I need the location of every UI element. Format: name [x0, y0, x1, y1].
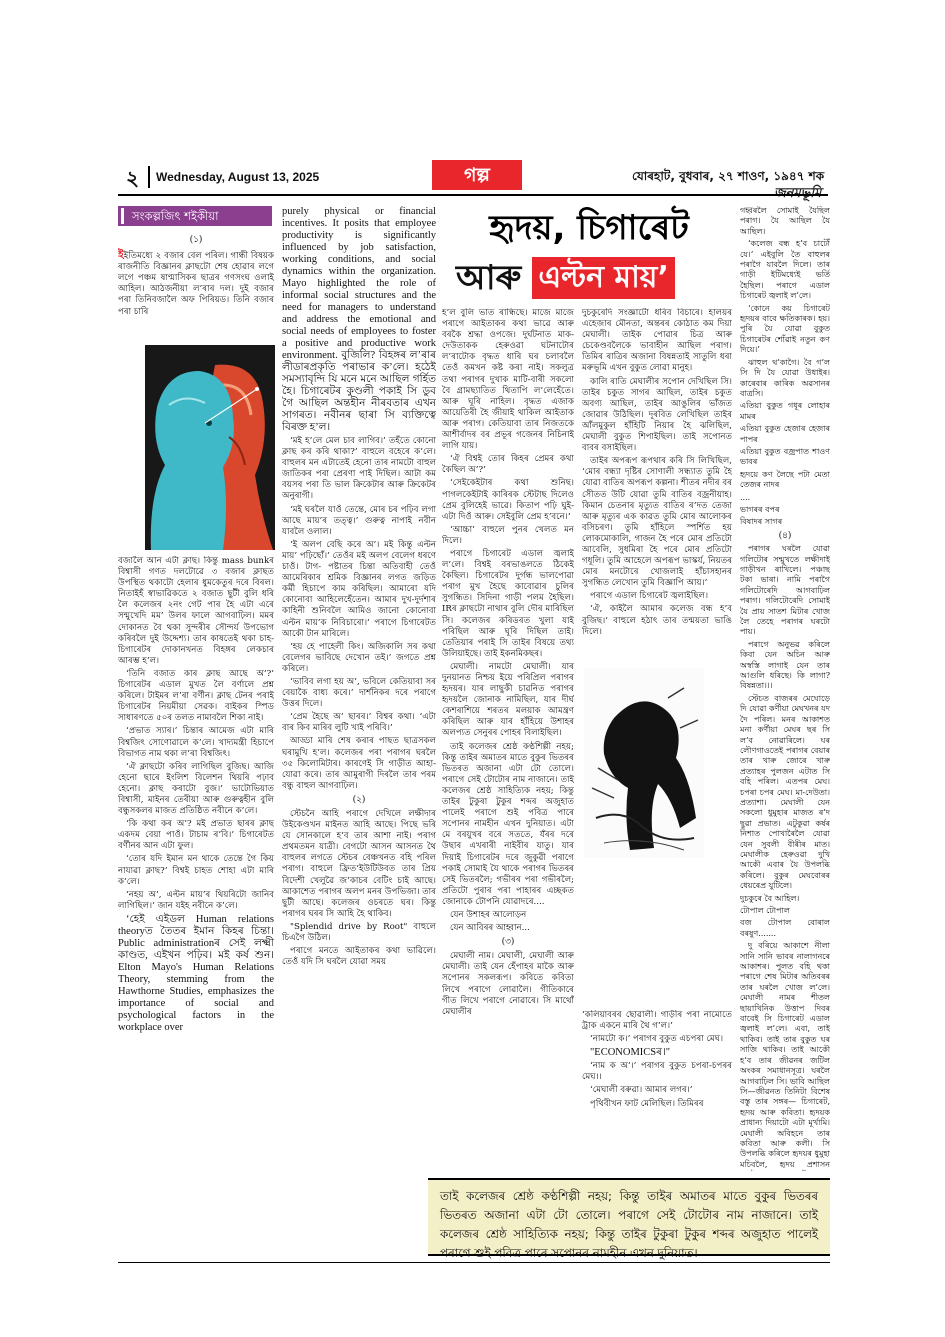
column-4-top: [582, 308, 732, 638]
pull-quote-text: তাই কলেজৰ শ্ৰেষ্ঠ কণ্ঠশিল্পী নহয়; কিন্তু তাইৰ অমাতৰ মাতে বুকুৰ ভিতৰৰ ভিতৰত অজানা এটা টো তোলে। পৰাগে সেই টোটোৰ নাম নাজানে। তাই কলেজৰ শ্ৰেষ্ঠ সাহিত্যিক নহয়; কিন্তু তাইৰ টুকুৰা টুকুৰ শব্দৰ অজুহাত পালেই পৰাগে শুই পবিত্ৰ পাৰে সপোনৰ নামহীন এখন দুনিয়াত।: [440, 1189, 818, 1260]
page-header: [118, 160, 830, 192]
section-number-2: (২): [352, 794, 366, 805]
column-5: [740, 206, 830, 1171]
paragraph: ‘নহয় অ’, এল্টন মায়’ৰ থিয়ৰিটো জানিব লাগিছিল।’ জান যইহ নবীনে ক’লে।: [118, 889, 274, 911]
paragraph: মেঘালী নাম। মেঘালী, মেঘালী আৰু মেঘালী। তাই যেন হেঁপাহৰ মাকৈ আৰু সপোনৰ সকলৰূপ। কবিতে কবিতা লিখে পৰাগে লোৱালৈ। গীতিকাৰে গীত লিখে পৰাগে নোৱাৰে। সি মাথোঁ মেঘালীৰ: [442, 951, 574, 1017]
header-date-english: Wednesday, August 13, 2025: [156, 170, 320, 184]
paragraph: ‘নাম ক অ’।’ পৰাগৰ বুকুত চপৰা-চপৰৰ মেঘ।।: [582, 1061, 732, 1083]
paragraph: তাইৰ অপৰূপ ৰূপথাৰ কৰি সি লিখিছিল, ‘মোৰ বন্ধ্যা দৃষ্টিৰ সোণালী সন্ধ্যাত তুমি হৈ যোৱা বাতিৰ অপৰূপ কল্পনা। শীতৰ নদীৰ বৰ সেীতত উটি যোৱা তুমি বাতিৰ বজ্ৰনীয়াহ। কিমান চেতনাৰ মৃত্যুত বাতিৰ ৰ’দত তেজা আৰু মৃত্যুৰ এক কাৱত তুমি মোৰ আলোকৰ বসিচৰণ। তুমি হাঁহিলে স্পৰ্শিত হয় লোকমোকালি, গাজন হৈ পৰে মোৰ প্ৰতিটো আবেলি, সুধমিৰা হৈ পৰে মোৰ প্ৰতিটো গধূলি। তুমি আহেলে অপৰূপ ভাস্কৰ্য, নিয়তৰ মোৰ মনটোৰে খোজলাই হাঁচাসহানৰ সুগন্ধিত লেখোন তুমি বিজ্ঞাপি আয়।’: [582, 456, 732, 589]
title-prefix: আৰু: [456, 258, 522, 298]
paragraph: ‘ঐ, কাইলৈ আমাৰ কলেজ বন্ধ হ’ব বুজিছ।’ বাহুলে হঠাৎ তাৰ তন্ময়তা ভাঙি দিলে।: [582, 604, 732, 637]
verse-line: যেন উশাহৰ আলোড়ন: [450, 909, 527, 920]
verse-line: ভাগৰৰ বপৰ: [740, 504, 780, 514]
footer-rule: [118, 1262, 830, 1263]
paragraph: স্টেচনৈ আহি পৰাগে দেখিলে লক্ষীদাৰ উইকেণ্ডখন মাইনত আহি আছে। পিছে ভৰি যে সোনকালে হ’ব তাৰ আশা নাই। পৰাগ প্ৰথমতমন যাত্ৰী। বেগটো আসন আসনত থৈ বাহুলৰ লগতে স্টেচৰ বেঞ্চখনত বহি পৰিল পৰাগ। বাহুলে ফ্ৰিত’ইউটিউবত তাৰ প্ৰিয় বিদেশী খেলুৱৈ জ’কাচৰ বেটিং চাই আছে। আকাশেত পৰাগৰ অলপ মনৰ উপভিজা। তাৰ ছুটী আছে। কলেজৰ ওচৰতে ঘৰ। কিন্তু পৰাগৰ ঘৰৰ সি আহি হৈ থাকিব।: [282, 809, 436, 919]
paragraph: ‘তোৰ যদি ইমান মন থাকে তেন্তে গৈ কিয় নাযাৱা ক্লাছ?’ বিশ্বই চাহত শোহা এটা মাৰি ক’লে।: [118, 854, 274, 887]
paragraph: ‘ভাবিব লগা হয় অ’, ভবিলে কেতিয়াবা সৰ বেয়াকৈ বাধ্য কৰে।’ দাৰ্শনিকৰ দৰে পৰাগে উত্তৰ দিলে।: [282, 676, 436, 710]
paragraph: ‘কলিয়াবৰৰ ছোৱালী। গাড়ীৰ পৰা নামোতে ট্ৰাক একনে মাৰি থৈ গ’ল।’: [582, 1010, 732, 1032]
page-number: ২: [126, 166, 140, 190]
verse-line: যেন আবিৰৰ আহ্বান...: [450, 923, 530, 934]
paragraph: ‘হয় হে পাহেলী কিং। অজিকালি সৰ কথা বেলেগৰ ভাবিছে দেখোন তই।’ জগতে প্ৰশ্ন কৰিলে।: [282, 641, 436, 674]
column-3: [442, 308, 574, 1163]
header-rule: [118, 194, 828, 196]
section-number-4: (৪): [778, 530, 792, 541]
column-4-bottom: [582, 1010, 732, 1170]
pull-quote-box: [428, 1178, 830, 1260]
paragraph: ‘ই অলপ বেছি কৰে অ’। মই কিন্তু এল্টন মায়’ পঢ়িছোঁ।’ তেওঁৰ মই অলপ বেলেগ ধৰণে চাওঁ। টাগ- পষ্টাতৰ চিন্তা অতিবাহী তেওঁ আমেৰিকাৰ শ্ৰমিক বিজ্ঞানৰ লগত জড়িত কৰ্মী হিচাপে কাম কৰিছিল। আমাৰো যদি কোনোবা আহিলেহেঁতেন। আমাৰ দুখ-দুৰ্দশাৰ কাহিনী শুনিবলৈ আমিও জানো কোনোবা এল্টন মায়’ক নিবিচাৰো।’ পৰাগে চিগাৰেটত আকৌ টান মাৰিলে।: [282, 539, 436, 639]
paragraph: ‘ঐ বিশ্বই তোৰ কিহৰ প্ৰেমৰ কথা কৈছিল অ’?’: [442, 454, 574, 476]
title-line-1: হৃদয়, চিগাৰেট: [489, 208, 689, 248]
paragraph: ইইতিমধ্যে ২ বজাৰ বেল পৰিল। গান্ধী বিষয়ক ৰাজনীতি বিজ্ঞানৰ ক্লাছটো শেষ হোৱাৰ লগে লগে পঞ্চম ষাণ্মাসিকৰ ছাত্ৰৰ গণসংঘ ওলাই আহিল। আঠজনীয়া ল’ৰাৰ দল। দুই বজাৰ পৰা তিনিবজালৈ অফ পিৰিয়ড। তিনি বজাৰ পৰা চাৰি: [118, 248, 274, 317]
verse-line: টোপাল টোপাল: [740, 906, 790, 915]
illustration-sketch: [584, 668, 704, 858]
paragraph: আড্ডা মাৰি শেষ কৰাৰ পাছত ছাত্ৰসকল ঘৰামুখি হ’ল। কলেজৰ পৰা পৰাগৰ ঘৰলৈ ৩৫ কিলোমিটাৰ। কাৰণেই সি গাড়ীত আহা-যোৱা কৰে। তাৰ আমুৰাগী দিৰলৈ তাৰ পৰম বন্ধু বাহুল আগবাঢ়িল।: [282, 736, 436, 791]
paragraph: ‘তিনি বজাত কাৰ ক্লাছ আছে অ’?’ চিগাৰেটৰ এডাল মুখত লৈ বৰ্ণালে প্ৰশ্ন কৰিলে। টাইমৰ ল’ৰা বৰ্ণীন। ক্লাছ টেনৰ পৰাই চিগাৰেটৰ নিয়মীয়া সেৱক। বাইকৰ স্পিড সাধাৰণতে ৫০ৰ তলত নামাবলৈ শিকা নাই।: [118, 668, 274, 724]
paragraph: ‘নামটো ক।’ পৰাগৰ বুকুত এচপৰা মেঘ।: [590, 1034, 724, 1045]
illustration-two-faces: [145, 345, 275, 550]
verse-line: হৃদয়ে কণ লৈছে পটা মেতা তেজৰ নাদৰ: [740, 469, 830, 490]
paragraph-english: "ECONOMICSৰ।": [590, 1047, 671, 1059]
paragraph: বজালৈ আন এটা ক্লাছ। কিন্তু mass bunkৰ বিশ্বাসী গণত দলটোৱে ৩ বজাৰ ক্লাছত উপস্থিত থকাটো হেলাৰ ধুমকেতুৰ দৰে বিৰল। নিতাইহঁ স্বাভাৱিকতে ২ বজাত ছুটী বুলি ধৰি লৈ কলেজৰ ২নং গেট পাৰ হৈ এটা এৰে সন্মুখেদি মম’ উলৰ ফালে আগবাঢ়িল। মমৰ দোকানত বৈ থকা সুন্দৰীৰ সৌন্দৰ্য উপভোগ কৰিবলৈ দুই উদ্দেশ্য। তাৰ কাষতেই থকা চাহ-চিগাৰেটৰ দোকানখনত বিহঙ্গৰ লেকচাৰ আৰম্ভ হ’ল।: [118, 556, 274, 666]
author-bar-stripe: [121, 208, 124, 224]
paragraph: স্টেচত বাজৰৰ মেঘোড়ে দি যোৱা কৰ্ণীয়া মেঘখনৰ যদ দৈ পৰিল। মনৰ আকাশত মনা কৰ্ণীয়া মেঘৰ ছৰ সি ল’ব নোৱাৰিলে। ঘৰ লৌণগাওতেই পৰাগৰ বেয়াৰ তাৰ খাৰু জোৰে খাৰু প্ৰত্যাহৰ পুলজন এটাত সি বহি পৰিল। এতপৰ মেঘ। চপৰা চপৰ মেঘ। মা-দেউতা। প্ৰত্যাশা। মেঘালী যেন সকলো ধুমুহাৰ মাজত ৰ’দ ছুৱা প্ৰভাত। এটুকুৱা কৰ্ষৰ নিশাত পোখাৰৈলৈ যোৱা যেন সুবলী বীৰীৰ মাত। মেঘালীক হেৰুওৱা দুখি আকৌ এবাৰ যৈ উপলব্ধি কৰিলে। বুকুৰ মেঘবোৰৰ ধেয়ৰেপ্ৰ যুটিলে।: [740, 693, 830, 891]
section-tag: গল্প: [432, 160, 522, 190]
paragraph: ‘প্ৰেম হৈছে অ’ ছাৰৰ।’ বিশ্বৰ কথা। ‘এটা বাৰ কিব মাৰিব লুটি খাই পৰিবি।’: [282, 712, 436, 734]
section-number-1: (১): [189, 235, 203, 245]
verse-line: ....: [740, 492, 751, 502]
drop-cap: ই: [118, 248, 124, 262]
paragraph: পৰাগে চিগাৰেট এডাল জ্বলাই ল’লে। বিশ্বই বৰভাঙলতে ঠিকেই কৈছিল। চিগাৰেটৰ দুৰ্গন্ধ ভালপোৱা পৰাগ মুখ হৈছে কাবোৱাৰ চুলিৰ সুগন্ধিত। সিদিনা গাড়ী পলম হৈছিল। IRৰ ক্লাছটো নাথাৰ বুলি দৌৰ মাৰিছিল সি। কলেজৰ কৰিডৰত খুলা যাই পৰিছিল আৰু ঘূৰি দিছিল তাই। তেতিয়াৰ পৰাই সি তাইৰ বিষয়ে তথ্য উলিয়াইছে। তাই ইকনমিকছৰ।: [442, 548, 574, 659]
title-highlight: এল্টন মায়’: [532, 257, 675, 299]
paragraph: পৰাগে মনতে আইতাকৰ কথা ভাৱিলে। তেওঁ যদি সি ঘৰলৈ যোৱা সময়: [282, 946, 436, 968]
paragraph-english-mixed: ‘হেই এইডল Human relations theoryত তৈতৰ ইমান কিহৰ চিন্তা। Public administrationৰ সেই লক্ষ্মী কাণ্ডত, এইখন পঢ়িব। মই কৰ্ষ শুন। Elton Mayo's Human Relations Theory, stemming from the Hawthorne Studies, emphasizes the importance of social and psychological factors in the workplace over: [118, 913, 274, 1033]
title-line-2: [456, 256, 675, 300]
paragraph: "Splendid drive by Root" বাহুলে চিএগৈ উঠিল।: [282, 921, 436, 944]
paragraph: পৃথিবীখন ফাট মেলিছিল। তিমিৰৰ: [590, 1098, 704, 1109]
verse-line: এতিয়া বুকুত হেজাৰ হেজাৰ পাপৰ: [740, 424, 830, 444]
column-1-bottom: [118, 556, 274, 1196]
paragraph: ‘প্ৰভাত স্যাৰ।’ চিন্তাৰ আমেজ এটা মাৰি বিশ্বজিৎ সোণোৱালে ক’লে। খাদ্যমন্ত্ৰী হিচাপে বিভাগত নাম থকা ল’ৰা বিশ্বজিৎ।: [118, 726, 274, 759]
paragraph: পৰাগে এডাল চিগাৰেট জ্বলাইছিল।: [590, 591, 709, 602]
two-faces-painting: [145, 345, 275, 550]
paragraph: ‘কোনে কয় চিগাৰেট হৃদয়ৰ বাবে ক্ষতিকাৰক। হয়। পুৰি যৈ যোৱা বুকুত চিগাৰেটৰ শোঁৱাই নতুন কণ দিয়ে।’: [740, 303, 830, 355]
header-date-assamese: যোৰহাট, বুধবাৰ, ২৭ শাওণ, ১৯৪৭ শক: [632, 169, 825, 183]
story-title: [442, 206, 736, 302]
paragraph: ‘মই ঘৰলৈ যাওঁ তেন্তে, মোৰ চৰ পঢ়িব লগা আছে মায়’ৰ তত্ত্ব।’ গুৰুত্ব নাপাই নবীন যাবলৈ ওলাল।: [282, 504, 436, 537]
paragraph: পৰাগৰ ঘৰলৈ যোৱা গলিটোৰ সন্মুখতে লক্ষীদাই গাড়ীখন ৰাখিলে। পঞ্চাছ টকা ভাৰা। নামি পৰাগৈ গলিটোৰেদি আগবাঢ়িল পৰাগ। গলিটোৰেদি সোমাই যৈ প্ৰায় সাতশ মিটাৰ খোজ লৈ তেহে পৰাগৰ ঘৰটো পায়।: [740, 544, 830, 637]
paragraph: ‘মেঘালী বৰুৱা। আমাৰ লগৰ।’: [590, 1085, 693, 1096]
verse-line: বজ টোপাল বোৰাল বৰষুণ.......: [740, 918, 830, 938]
paragraph: হ’ল বুলি ভাত ৰান্ধিছে। মাজে মাজে পৰাগে আইতাকৰ কথা ভাৱে আৰু বৰকৈ শ্ৰদ্ধা ওপজে। দুৰ্ঘটনাত মাক-দেউতাকক হেৰুওৱা ঘটনাটোৰ ল’ৰাটোক বৃদ্ধত ধাৰি ঘৰ চলাবলৈ তেওঁ কমখন কষ্ট কৰা নাই। সকলুত্ৰ তথা পৰাগৰ দুখাক মাটি-বাৰী সকলো বৈ গ্ৰামছ্যাতিত থিতাপি ল’লেহেঁতে। আৰু ঘূৰি নাহিল। বৃদ্ধত এজাক আয়েতিৰী হৈ জীয়াই থাকিল আইতাক আৰু পৰাগ। কেতিয়াবা তাৰ নিজতকে আশীৰ্বাদৰ বৰ প্ৰভূৰ গজেনৰ নিচিনাই লাগি যায়।: [442, 308, 574, 452]
verse-line: এতিয়া বুকুত বজ্ৰপাত শাওণ ভাবৰ: [740, 446, 830, 467]
paragraph: ‘মই হ’লে মেল চাব লাগিব।’ তহঁতে কোনো ক্লাছ কৰ কৰি থাকা?’ বাহুলে বহেৰে ক’লে। বাহুলৰ মন এটাতেই হেনো তাৰ নামটো বাহুল জাতিকৰ পৰা প্ৰেৰণা পাই দিছিল। আটা কম বয়সৰ পৰা তি ভাল ক্ৰিকেটাৰ আৰু ক্ৰিকেটৰ অনুৰাগী।: [282, 436, 436, 502]
paragraph: দু বৰিয়ে আকাশে নীলা সানি সানি ভাবৰ নালাগনৰে আকাশৰ। পুলত বহি থকা পৰাগে শেষ মিটাৰ অতিবৰৰ তাৰ ঘৰলৈ খোজ ল’লে। মেঘালী নামৰ শীতল ছায়াখিনিক উত্তাপ দিবৰ বাবেই সি চিগাৰেট এডাল জ্বলাই ল’লে। এবা, তাই থাকিব। তাই তাৰ বুকুত ঘৰ সাজি থাকিব। তাই আকৌ হ’ব তাৰ জীৱনৰ জটিল অংকৰ সমাধানসূত্ৰ। ঘৰলৈ আগবাঢ়িল সি। ভাবি আছিল সি—জীৱনত তিনিটা বিশেষ বস্তু তাৰ সঙ্গৰ— চিগাৰেট, হৃদয় আৰু কবিতা। হৃদয়ক প্ৰাধান্য দিয়াটো এটা মূৰ্খামি। মেঘালী অবিহনে তাৰ কবিতা আৰু কলী। সি উপলব্ধি কৰিলে হৃদয়ৰ ধুমুহা মচিবলৈ, হৃদয় প্ৰশাসন: [740, 941, 830, 1169]
author-name: সংকল্পজিৎ শইকীয়া: [132, 209, 219, 223]
section-number-3: (৩): [501, 937, 515, 948]
paragraph: ঝাহুল থ’কাগৈ। বৈ গ’ল সি দি যৈ যোৱা উধাইৰ। কাৰেবাৰ কাৰিক অৱসানৰ বাত্ৰসি।: [740, 357, 830, 398]
paragraph: কালি ৰাতি মেঘালীৰ সপোন দেখিছিল সি। তাইৰ চকুত সাগৰ আছিল, তাইৰ চকুত অবণ্য আছিল, তাইৰ আঙুলিৰ ভাঁজত জোৱাৰ উঠিছিল। দূৰবিত লেখিছিল তাইৰ আঁলমুকুল হাঁহিটি নিয়াৰ হৈ ঝলিছিল, মেঘালী বুকুত শিপাইছিল। তাই সপোনত বাবৰ বসাইছিল।: [582, 376, 732, 454]
paragraph: ‘আচ্চা’ বাহুলে পুনৰ খেলত মন দিলে।: [442, 524, 574, 546]
paragraph: ‘ঐ ক্লাছটো কৰিব লাগিছিল বুজিছ। আজি হেনো ছাৰে ইংলিশ বিলেশন থিয়ৰি পঢ়াব হেনো। ক্লাছ কৰাটো বুজ।’ ভাটোভিয়াত বিশ্বাসী, মাইনৰ তেৰীয়া আৰু গুৰুত্বহীন বুলি বন্ধুসকলৰ মাজত প্ৰতিষ্ঠিত নবীনে ক’লে।: [118, 761, 274, 817]
paragraph: তাই কলেজৰ শ্ৰেষ্ঠ কণ্ঠশিল্পী নহয়; কিন্তু তাইৰ অমাতৰ মাতে বুকুৰ ভিতৰৰ ভিতৰত অজানা এটা টো তোলে। পৰাগে সেই টোটোৰ নাম নাজানে। তাই কলেজৰ শ্ৰেষ্ঠ সাহিত্যিক নহয়; কিন্তু তাইৰ টুকুৰা টুকুৰ শব্দৰ অজুহাত পালেই পৰাগে শুই পবিত্ৰ পাৰে সপোনৰ নামহীন এখন দুনিয়াত। এটা মে বৰযুখৰ বৰে সততে, যঁৰৰ দৰে উছাৰ এখৰাৰী নাইবীৰ যাতু। যাৰ দিয়াই চিগাৰেটৰ দৰে জুকুৱী পৰাগে পকাই সোমাই যৈ থাকে পৰাগৰ ভিতৰৰ সেই ভিতৰলৈ; গভীৰৰ পৰা গভীৰলৈ; প্ৰতিটো পুৰাৰ পৰা পাহাৰৰ এচ্ছকত জোনাকে টোপনি যোৱাদৰে....: [442, 741, 574, 907]
verse-line: বিষাদৰ সাগৰ: [740, 517, 783, 527]
paragraph: পৰাগে অনুভৱ কৰিলে কিবা যেন অচিন আৰু অস্বস্তি লাগাই যেন তাৰ আগুলি ধৰিছে। কি লাগা? বিষন্নতা।।।: [740, 639, 830, 691]
paragraph: ‘কলেজ বন্ধ হ’ব চাটোঁ যে।’ এইবুলি তৈ বাহুলৰ পৰাগৈ যাবলৈ দিলে। তাৰ গাড়ী ইটিমধ্যেই ভৰ্তি হৈছিল। পৰাগে এডাল চিগাৰেট জ্বলাই ল’লে।: [740, 239, 830, 301]
paragraph: ‘কি কথা কৰ অ’? মই প্ৰভাত ছাৰৰ ক্লাছ একদম বেয়া পাওঁ। টাচাম ৰ’বি।’ চিগাৰেটত বৰ্ণীনৰ আন এটা ফুল।: [118, 819, 274, 852]
paragraph: মেঘালী। নামটো মেঘালী। যাৰ দুনয়ানত নিশ্চয় ইয়ে পৰিপ্ৰিল পৰাগৰ হৃদয়ৰ। যাৰ লাছুকী চাৱনিত পৰাগৰ হৃদয়লৈ জোনাক নামিছিল, যাৰ দীৰ্ঘ কেশৰাশিয়ে শৰতৰ মলয়াক আমন্ত্ৰণ কৰিছিল আৰু যাৰ হাঁহিয়ে উশাহৰ অলপ্যত সেনুৰৰ পোহৰ বিলাইছিল।: [442, 661, 574, 739]
crouching-figure-sketch: [584, 668, 704, 858]
paragraph: গহ্বৰলৈ সোমাই যৈছিল পৰাগ। যৈ আছিল যৈ আছিল।: [740, 206, 830, 236]
paragraph-english-mixed: purely physical or financial incentives. It posits that employee productivity is significantly influenced by job satisfaction, working conditions, and social dynamics within the organization. Mayo highlighted the role of informal social structures and the need for managers to understand and address the emotional and social needs of employees to foster a positive and productive work environment. বুজিলি? বিহঙ্গৰ ল’ৰাৰ লীডাৰপ্ৰকৃতি পৰাভাৰ ক’লে। হঠেই সমস্যাবৃন্দি যি মনে মনে আছিল গৰ্হিত হৈ। চিগাৰেটৰ কুণ্ডলী পকাই সি ডুব গৈ আছিল অন্তহীন নীৰবতাৰ এখন সাগৰত। নবীনৰ ছাৰা সি ব্যক্তিত্বে বিৰক্ত হ’ল।: [282, 206, 436, 433]
paragraph: ‘সেইকেইটাৰ কথা শুনিছ। পাগলকেইটাই কাৰিৰক স্টেটাছ দিলেও প্ৰেম বুলিহেই ভাৱে। কিতাপ পঢ়ি ঘুই-এটা দিওঁ আৰু। সেইবুলি প্ৰেম হ’বনে।’: [442, 478, 574, 522]
column-2: [282, 206, 436, 1220]
verse-line: দুচকুৰে বৈ আহিল।: [740, 893, 800, 903]
column-1-top: [118, 232, 274, 338]
verse-line: এতিয়া বুকুত গধূৰ লোহাৰ মামৰ: [740, 401, 830, 421]
paragraph: দুচকুৰেদি সংজ্ঞাটো ধৰিব বিচাৰে। হালয়ৰ এহেজাৰ মৌনতা, অন্তৰৰ কোঠাত কম দিয়া মেঘালী। তাইক পোৱাৰ চিত্ৰ আৰু চেকেণ্ডবলৈকে ভাবাহীন আছিল পৰাগ। তিমিৰ ৰাত্ৰিৰ অজানা বিষন্নতাই সাতুলি ধৰা মৰুভূমি এখন বুকুত লোৱা মানুহ।: [582, 308, 732, 374]
